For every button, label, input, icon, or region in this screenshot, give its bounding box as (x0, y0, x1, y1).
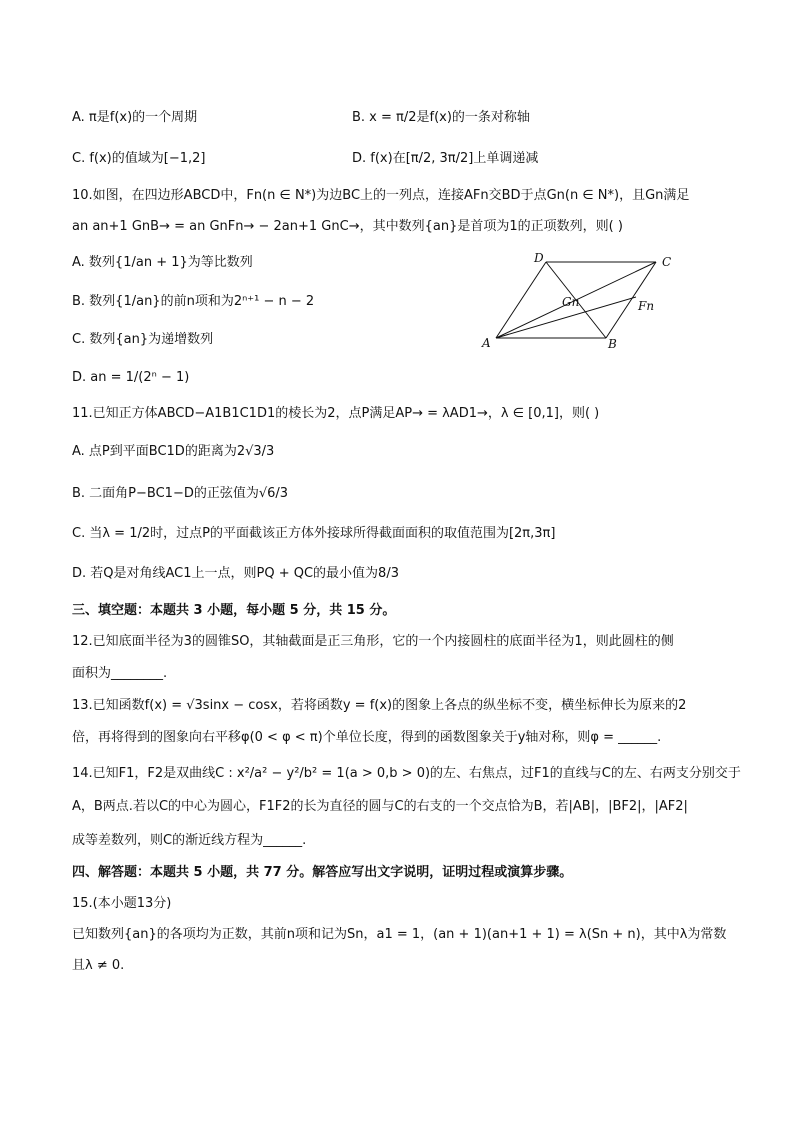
label-b: B (608, 337, 617, 350)
q12-line2: 面积为________. (72, 666, 168, 681)
q13-line1: 13.已知函数f(x) = √3sinx − cosx，若将函数y = f(x)的图象上各点的纵坐标不变，横坐标伸长为原来的2 (72, 698, 687, 713)
q11-option-a: A. 点P到平面BC1D的距离为2√3/3 (72, 444, 275, 459)
q10-option-c: C. 数列{an}为递增数列 (72, 332, 214, 347)
q15-line1: 已知数列{an}的各项均为正数，其前n项和记为Sn，a1 = 1，(an + 1)(an+1 + 1) = λ(Sn + n)，其中λ为常数 (72, 927, 727, 942)
label-gn: Gn (562, 295, 580, 309)
q9-option-a: A. π是f(x)的一个周期 (72, 110, 198, 125)
q10-option-d: D. an = 1/(2ⁿ − 1) (72, 370, 190, 385)
q15-header: 15.(本小题13分) (72, 896, 172, 911)
label-a: A (482, 336, 491, 350)
q10-stem-line1: 10.如图，在四边形ABCD中，Fn(n ∈ N*)为边BC上的一列点，连接AFn交BD于点Gn(n ∈ N*)，且Gn满足 (72, 188, 690, 203)
q11-option-c: C. 当λ = 1/2时，过点P的平面截该正方体外接球所得截面面积的取值范围为[2π,3π] (72, 526, 556, 541)
q9-option-b: B. x = π/2是f(x)的一条对称轴 (352, 110, 530, 125)
q11-option-d: D. 若Q是对角线AC1上一点，则PQ + QC的最小值为8/3 (72, 566, 399, 581)
section-3-heading: 三、填空题：本题共 3 小题，每小题 5 分，共 15 分。 (72, 603, 396, 618)
q14-line2: A，B两点.若以C的中心为圆心，F1F2的长为直径的圆与C的右支的一个交点恰为B，若|AB|，|BF2|，|AF2| (72, 799, 688, 814)
q14-line1: 14.已知F1，F2是双曲线C : x²/a² − y²/b² = 1(a > 0,b > 0)的左、右焦点，过F1的直线与C的左、右两支分别交于 (72, 766, 741, 781)
label-c: C (662, 255, 672, 269)
q11-stem: 11.已知正方体ABCD−A1B1C1D1的棱长为2，点P满足AP→ = λAD1→，λ ∈ [0,1]，则( ) (72, 406, 600, 421)
q9-option-d: D. f(x)在[π/2, 3π/2]上单调递减 (352, 151, 539, 166)
section-4-heading: 四、解答题：本题共 5 小题，共 77 分。解答应写出文字说明，证明过程或演算步骤。 (72, 865, 573, 880)
q10-option-a: A. 数列{1/an + 1}为等比数列 (72, 255, 253, 270)
label-fn: Fn (638, 299, 655, 313)
q9-option-c: C. f(x)的值域为[−1,2] (72, 151, 206, 166)
q13-line2: 倍，再将得到的图象向右平移φ(0 < φ < π)个单位长度，得到的函数图象关于y轴对称，则φ = ______. (72, 730, 662, 745)
q15-line2: 且λ ≠ 0. (72, 958, 125, 973)
q14-line3: 成等差数列，则C的渐近线方程为______. (72, 833, 307, 848)
label-d: D (534, 251, 544, 265)
q12-line1: 12.已知底面半径为3的圆锥SO，其轴截面是正三角形，它的一个内接圆柱的底面半径为1，则此圆柱的侧 (72, 634, 674, 649)
parallelogram-figure (478, 250, 688, 350)
q10-stem-line2: an an+1 GnB→ = an GnFn→ − 2an+1 GnC→，其中数列{an}是首项为1的正项数列，则( ) (72, 219, 623, 234)
q11-option-b: B. 二面角P−BC1−D的正弦值为√6/3 (72, 486, 289, 501)
q10-option-b: B. 数列{1/an}的前n项和为2ⁿ⁺¹ − n − 2 (72, 294, 315, 309)
